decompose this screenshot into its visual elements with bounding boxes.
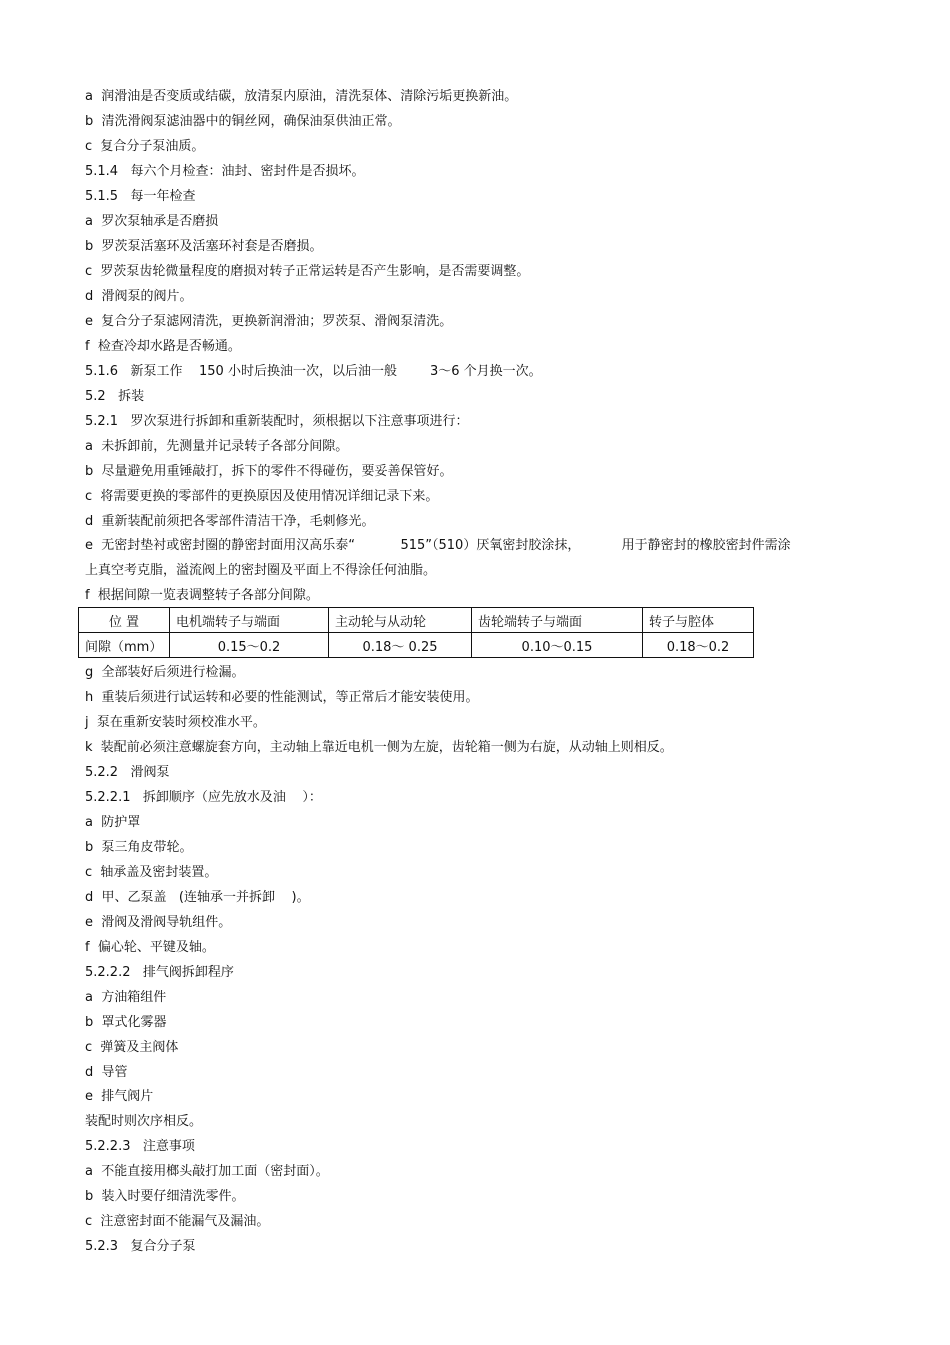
text-line: 装配时则次序相反。	[85, 1114, 203, 1129]
text-line: d 重新装配前须把各零部件清洁干净，毛刺修光。	[85, 514, 375, 529]
text-line: d 甲、乙泵盖 (连轴承一并拆卸 )。	[85, 890, 310, 905]
text-line: 5.1.4 每六个月检查：油封、密封件是否损坏。	[85, 164, 365, 179]
text-line: d 导管	[85, 1065, 128, 1080]
text-line: d 滑阀泵的阀片。	[85, 289, 193, 304]
text-line: a 不能直接用榔头敲打加工面（密封面）。	[85, 1164, 329, 1179]
text-line: a 未拆卸前，先测量并记录转子各部分间隙。	[85, 439, 349, 454]
text-line: c 罗茨泵齿轮微量程度的磨损对转子正常运转是否产生影响，是否需要调整。	[85, 264, 530, 279]
table-header-cell: 电机端转子与端面	[170, 608, 329, 633]
text-line: 5.1.6 新泵工作 150 小时后换油一次，以后油一般 3～6 个月换一次。	[85, 364, 542, 379]
table-header-cell: 转子与腔体	[643, 608, 754, 633]
text-line: j 泵在重新安装时须校准水平。	[85, 715, 266, 730]
text-line: c 复合分子泵油质。	[85, 139, 205, 154]
text-line: a 防护罩	[85, 815, 141, 830]
gap-table	[78, 607, 754, 658]
text-line: c 将需要更换的零部件的更换原因及使用情况详细记录下来。	[85, 489, 439, 504]
text-line: 5.2.2.2 排气阀拆卸程序	[85, 965, 234, 980]
table-row	[79, 633, 754, 658]
text-line: g 全部装好后须进行检漏。	[85, 665, 245, 680]
table-header-cell: 齿轮端转子与端面	[472, 608, 643, 633]
text-line: b 装入时要仔细清洗零件。	[85, 1189, 245, 1204]
text-line: 5.2.2.1 拆卸顺序（应先放水及油 ）：	[85, 790, 322, 805]
text-line: 5.2.2 滑阀泵	[85, 765, 170, 780]
text-line: 5.1.5 每一年检查	[85, 189, 196, 204]
text-line: e 排气阀片	[85, 1089, 154, 1104]
text-line: c 弹簧及主阀体	[85, 1040, 179, 1055]
table-header-cell: 主动轮与从动轮	[329, 608, 472, 633]
text-line: c 轴承盖及密封装置。	[85, 865, 218, 880]
text-line: 5.2 拆装	[85, 389, 145, 404]
text-line: a 方油箱组件	[85, 990, 167, 1005]
text-line: e 滑阀及滑阀导轨组件。	[85, 915, 232, 930]
text-line: b 泵三角皮带轮。	[85, 840, 193, 855]
text-line: b 罩式化雾器	[85, 1015, 167, 1030]
table-cell: 0.10～0.15	[472, 633, 643, 658]
text-line: 上真空考克脂，溢流阀上的密封圈及平面上不得涂任何油脂。	[85, 563, 437, 578]
text-line: a 罗次泵轴承是否磨损	[85, 214, 219, 229]
table-cell: 0.18～0.2	[643, 633, 754, 658]
text-line: c 注意密封面不能漏气及漏油。	[85, 1214, 270, 1229]
text-line: 5.2.1 罗次泵进行拆卸和重新装配时，须根据以下注意事项进行：	[85, 414, 469, 429]
text-line: f 偏心轮、平键及轴。	[85, 940, 215, 955]
text-line: b 尽量避免用重锤敲打，拆下的零件不得碰伤，要妥善保管好。	[85, 464, 453, 479]
table-cell: 0.15～0.2	[170, 633, 329, 658]
table-header-row	[79, 608, 754, 633]
text-line: 5.2.3 复合分子泵	[85, 1239, 196, 1254]
text-line: e 复合分子泵滤网清洗，更换新润滑油；罗茨泵、滑阀泵清洗。	[85, 314, 453, 329]
text-line: b 清洗滑阀泵滤油器中的铜丝网，确保油泵供油正常。	[85, 114, 401, 129]
text-line: 5.2.2.3 注意事项	[85, 1139, 195, 1154]
table-cell: 间隙（mm）	[79, 633, 170, 658]
text-line: a 润滑油是否变质或结碳，放清泵内原油，清洗泵体、清除污垢更换新油。	[85, 89, 518, 104]
text-line: e 无密封垫衬或密封圈的静密封面用汉高乐泰“ 515”（510）厌氧密封胶涂抹， 用于静密封的橡胶密封件需涂	[85, 538, 791, 553]
text-line: f 检查冷却水路是否畅通。	[85, 339, 241, 354]
text-line: h 重装后须进行试运转和必要的性能测试，等正常后才能安装使用。	[85, 690, 479, 705]
text-line: b 罗茨泵活塞环及活塞环衬套是否磨损。	[85, 239, 323, 254]
text-line: f 根据间隙一览表调整转子各部分间隙。	[85, 588, 319, 603]
text-line: k 装配前必须注意螺旋套方向，主动轴上靠近电机一侧为左旋，齿轮箱一侧为右旋，从动轴上则相反。	[85, 740, 673, 755]
table-cell: 0.18～ 0.25	[329, 633, 472, 658]
table-header-cell: 位 置	[79, 608, 170, 633]
